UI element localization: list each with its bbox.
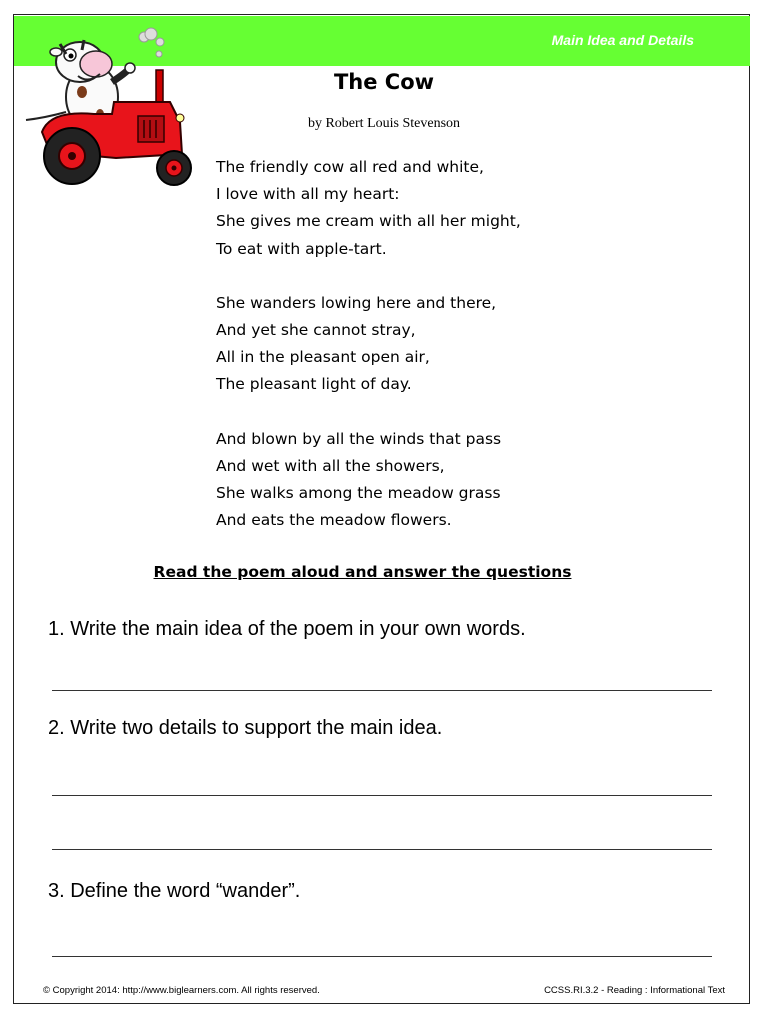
poem-line: She walks among the meadow grass xyxy=(216,483,501,502)
answer-line[interactable] xyxy=(52,849,712,850)
poem-line: And blown by all the winds that pass xyxy=(216,429,502,448)
poem-line: And yet she cannot stray, xyxy=(216,320,416,339)
stanza xyxy=(216,290,716,399)
poem-line: All in the pleasant open air, xyxy=(216,348,430,367)
poem-line: The friendly cow all red and white, xyxy=(216,158,484,176)
copyright-notice: © Copyright 2014: http://www.biglearners.com. All rights reserved. xyxy=(43,985,320,996)
poem-line: I love with all my heart: xyxy=(216,185,400,204)
question-2: 2. Write two details to support the main idea. xyxy=(48,717,443,739)
question-1: 1. Write the main idea of the poem in your own words. xyxy=(48,618,526,640)
stanza xyxy=(216,426,716,535)
standard-label: CCSS.RI.3.2 - Reading : Informational Text xyxy=(544,985,725,996)
instructions-heading: Read the poem aloud and answer the questions xyxy=(153,563,572,581)
poem-line: And wet with all the showers, xyxy=(216,456,445,475)
poem-line: The pleasant light of day. xyxy=(216,375,412,394)
poem-byline: by Robert Louis Stevenson xyxy=(307,116,461,131)
poem-body xyxy=(216,154,716,561)
poem-line: She gives me cream with all her might, xyxy=(216,212,521,231)
question-3: 3. Define the word “wander”. xyxy=(48,880,301,902)
poem-title: The Cow xyxy=(333,70,435,94)
topic-label: Main Idea and Details xyxy=(551,32,694,48)
cow-on-red-tractor-icon xyxy=(20,22,210,192)
answer-line[interactable] xyxy=(52,795,712,796)
poem-line: To eat with apple-tart. xyxy=(216,239,387,258)
stanza xyxy=(216,154,716,263)
poem-line: She wanders lowing here and there, xyxy=(216,293,497,312)
answer-line[interactable] xyxy=(52,956,712,957)
poem-line: And eats the meadow flowers. xyxy=(216,511,452,530)
answer-line[interactable] xyxy=(52,690,712,691)
